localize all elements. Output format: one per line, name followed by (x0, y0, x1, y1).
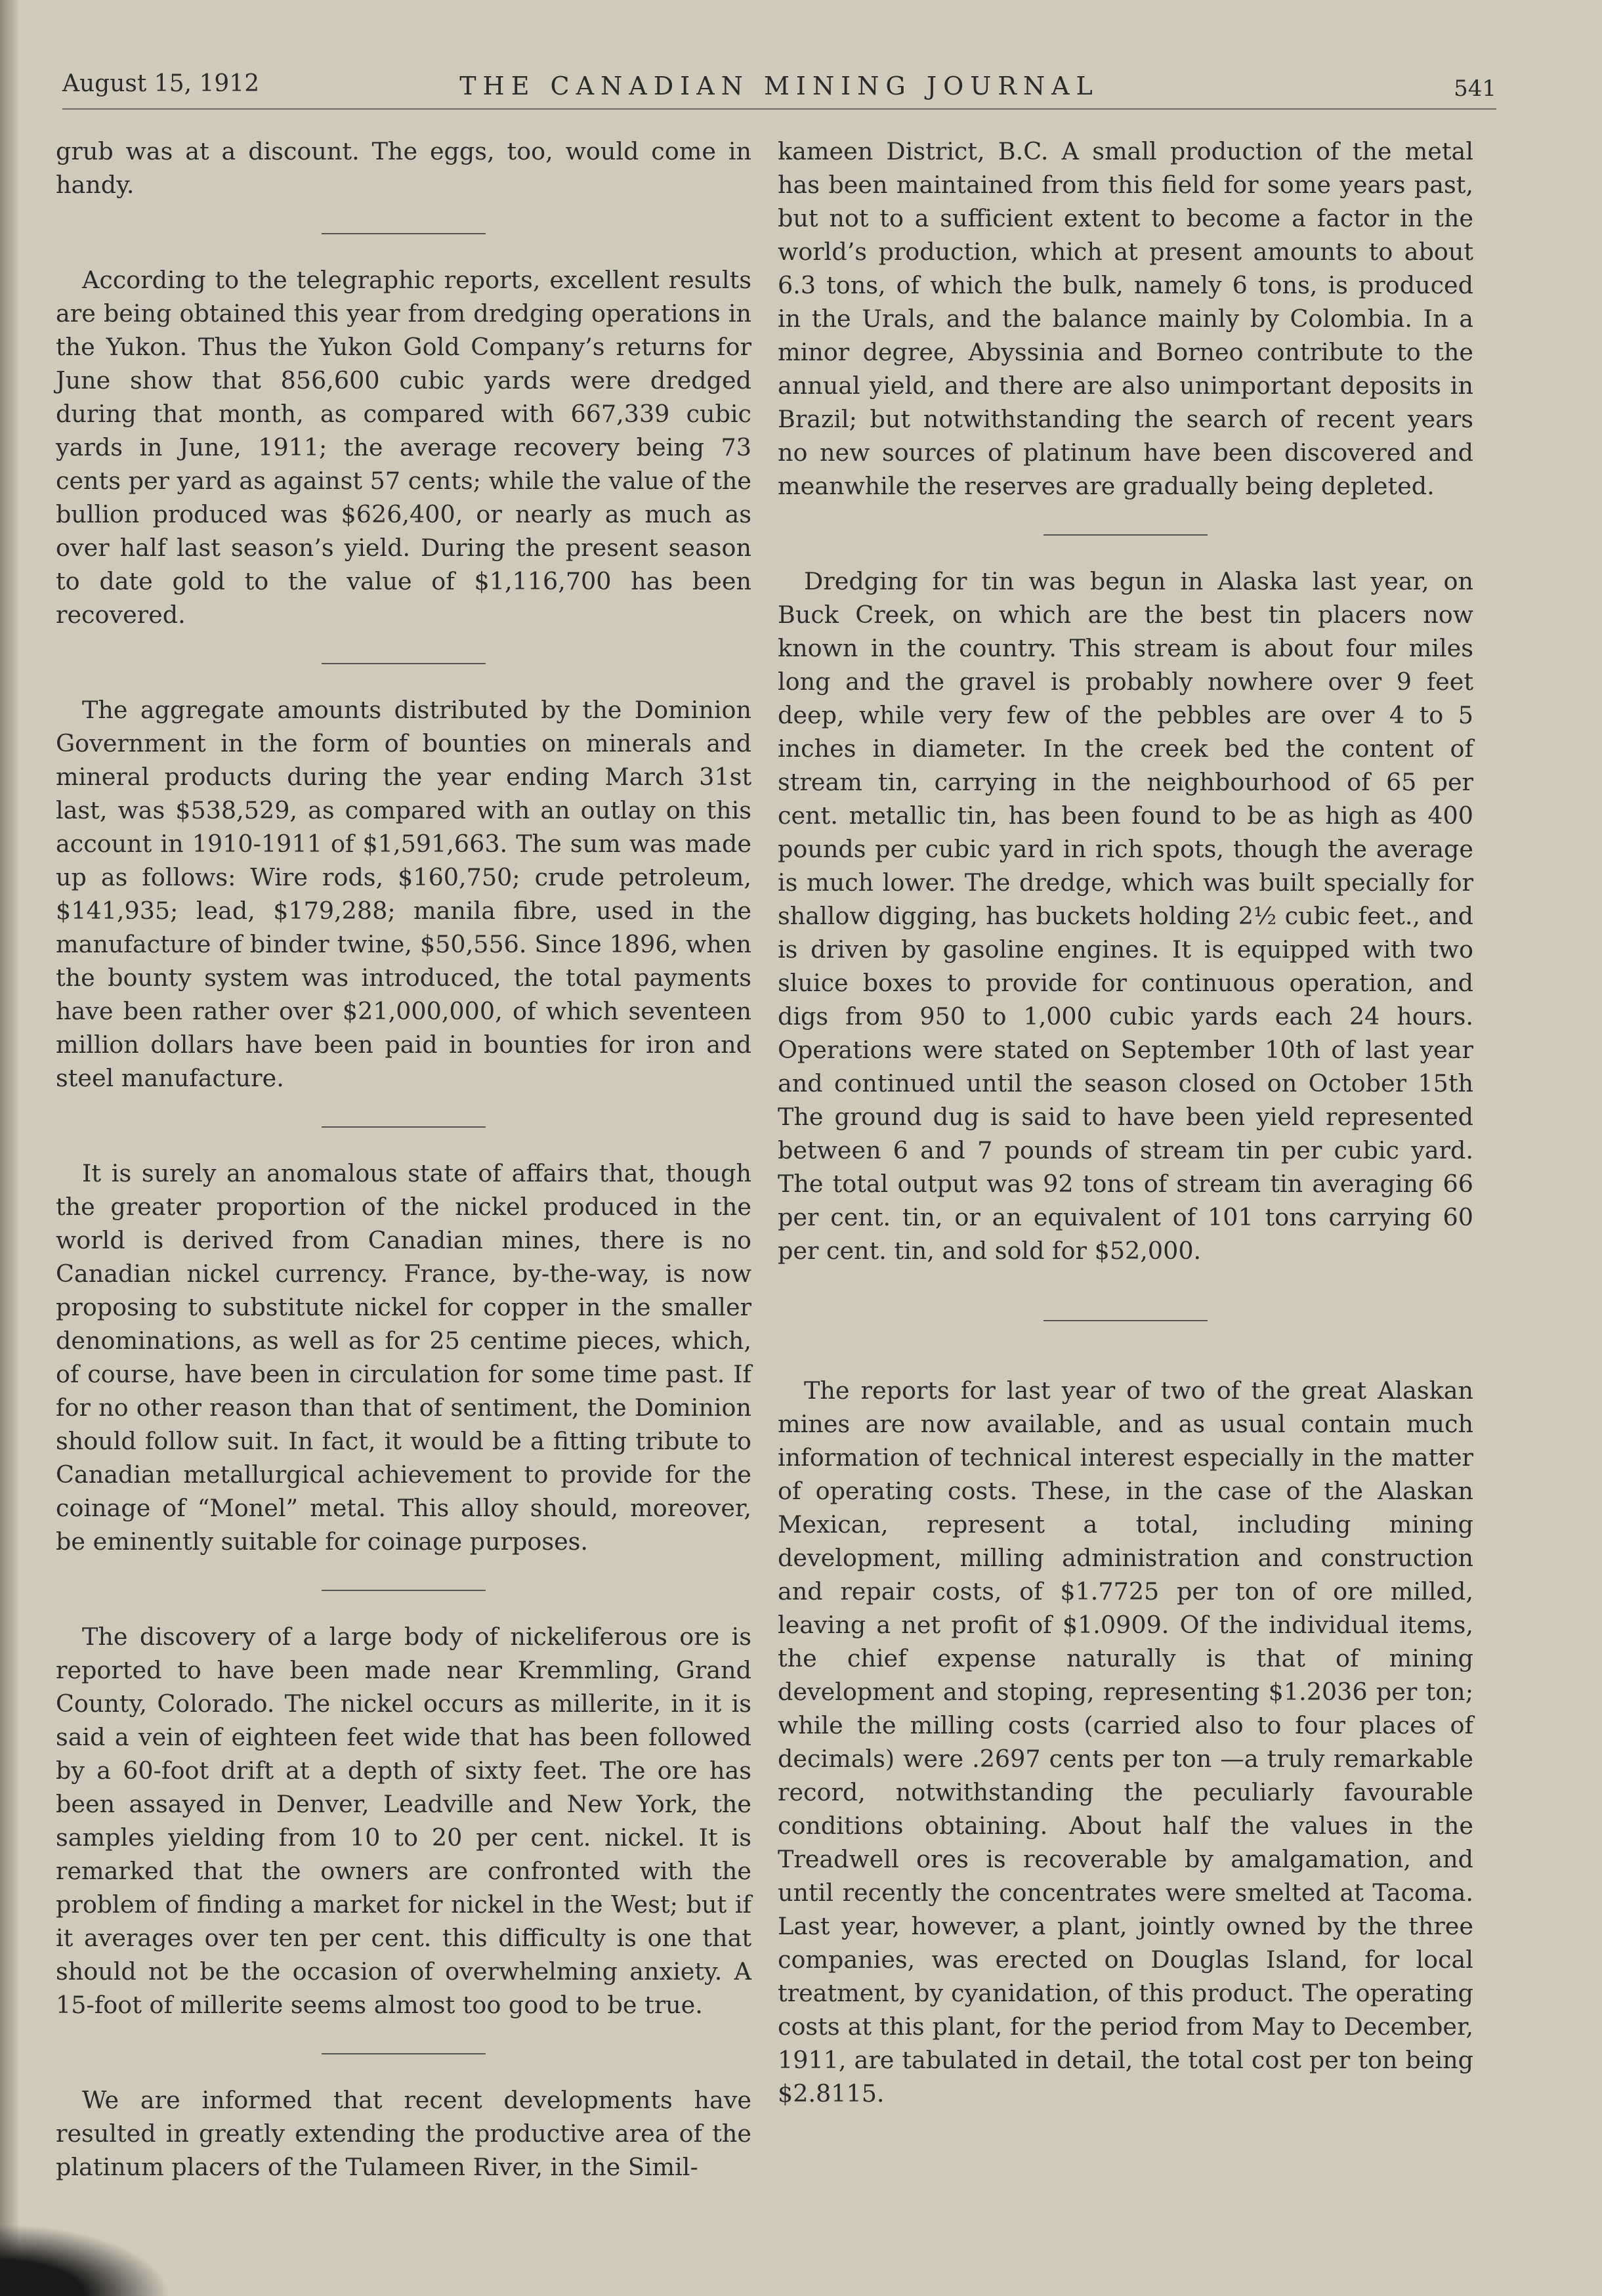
running-header (62, 62, 1496, 110)
paragraph-eggs: grub was at a discount. The eggs, too, would come in handy. (56, 137, 751, 199)
paragraph-nickel-currency: It is surely an anomalous state of affairs that, though the greater proportion of the nickel produced in the world is derived from Canadian mines, there is no Canadian nickel currency. France, by-the-way, is now proposing to substitute nickel for copper in the smaller denominations, as well as for 25 centime pieces, which, of course, have been in circulation for some time past. If for no other reason than that of sentiment, the Dominion should follow suit. In fact, it would be a fitting tribute to Canadian metallurgical achievement to provide for the coinage of “Monel” metal. This alloy should, moreover, be eminently suitable for coinage purposes. (56, 1159, 751, 1556)
paragraph-colorado-nickel: The discovery of a large body of nickeliferous ore is reported to have been made near Kremmling, Grand County, Colorado. The nickel occurs as millerite, in it is said a vein of eighteen feet wide that has been followed by a 60-foot drift at a depth of sixty feet. The ore has been assayed in Denver, Leadville and New York, the samples yielding from 10 to 20 per cent. nickel. It is remarked that the owners are confronted with the problem of finding a market for nickel in the West; but if it averages over ten per cent. this difficulty is one that should not be the occasion of overwhelming anxiety. A 15-foot of millerite seems almost too good to be true. (56, 1623, 751, 2019)
page-number: 541 (1454, 75, 1496, 102)
issue-date: August 15, 1912 (62, 70, 260, 97)
right-column (778, 135, 1473, 2110)
journal-title: THE CANADIAN MINING JOURNAL (459, 72, 1099, 100)
left-column (56, 135, 751, 2184)
section-divider (322, 663, 486, 664)
paragraph-alaskan-mines-reports: The reports for last year of two of the great Alaskan mines are now available, and as usual contain much information of technical interest especially in the matter of operating costs. These, in the case of the Alaskan Mexican, represent a total, including mining development, milling administration and construction and repair costs, of $1.7725 per ton of ore milled, leaving a net profit of $1.0909. Of the individual items, the chief expense naturally is that of mining development and stoping, representing $1.2036 per ton; while the milling costs (carried also to four places of decimals) were .2697 cents per ton —a truly remarkable record, notwithstanding the peculiarly favourable conditions obtaining. About half the values in the Treadwell ores is recoverable by amalgamation, and until recently the concentrates were smelted at Tacoma. Last year, however, a plant, jointly owned by the three companies, was erected on Douglas Island, for local treatment, by cyanidation, of this product. The operating costs at this plant, for the period from May to December, 1911, are tabulated in detail, the total cost per ton being $2.8115. (778, 1376, 1473, 2108)
page-binding-edge (0, 0, 18, 2296)
section-divider (322, 1590, 486, 1591)
section-divider (1043, 1320, 1208, 1321)
paragraph-dominion-bounties: The aggregate amounts distributed by the Dominion Government in the form of bounties on minerals and mineral products during the year ending March 31st last, was $538,529, as compared with an outlay on this account in 1910-1911 of $1,591,663. The sum was made up as follows: Wire rods, $160,750; crude petroleum, $141,935; lead, $179,288; manila fibre, used in the manufacture of binder twine, $50,556. Since 1896, when the bounty system was introduced, the total payments have been rather over $21,000,000, of which seventeen million dollars have been paid in bounties for iron and steel manufacture. (56, 696, 751, 1092)
paragraph-platinum-continued: kameen District, B.C. A small production of the metal has been maintained from this field for some years past, but not to a sufficient extent to become a factor in the world’s production, which at present amounts to about 6.3 tons, of which the bulk, namely 6 tons, is produced in the Urals, and the balance mainly by Colombia. In a minor degree, Abyssinia and Borneo contribute to the annual yield, and there are also unimportant deposits in Brazil; but notwithstanding the search of recent years no new sources of platinum have been discovered and meanwhile the reserves are gradually being depleted. (778, 137, 1473, 500)
section-divider (1043, 534, 1208, 536)
section-divider (322, 233, 486, 234)
section-divider (322, 2053, 486, 2054)
scan-corner-shadow (0, 2224, 171, 2296)
section-divider (322, 1126, 486, 1128)
paragraph-yukon-dredging: According to the telegraphic reports, excellent results are being obtained this year from dredging operations in the Yukon. Thus the Yukon Gold Company’s returns for June show that 856,600 cubic yards were dredged during that month, as compared with 667,339 cubic yards in June, 1911; the average recovery being 73 cents per yard as against 57 cents; while the value of the bullion produced was $626,400, or nearly as much as over half last season’s yield. During the present season to date gold to the value of $1,116,700 has been recovered. (56, 266, 751, 629)
paragraph-alaska-tin-dredging: Dredging for tin was begun in Alaska last year, on Buck Creek, on which are the best tin placers now known in the country. This stream is about four miles long and the gravel is probably nowhere over 9 feet deep, while very few of the pebbles are over 4 to 5 inches in diameter. In the creek bed the content of stream tin, carrying in the neighbourhood of 65 per cent. metallic tin, has been found to be as high as 400 pounds per cubic yard in rich spots, though the average is much lower. The dredge, which was built specially for shallow digging, has buckets holding 2½ cubic feet., and is driven by gasoline engines. It is equipped with two sluice boxes to provide for continuous operation, and digs from 950 to 1,000 cubic yards each 24 hours. Operations were stated on September 10th of last year and continued until the season closed on October 15th The ground dug is said to have been yield represented between 6 and 7 pounds of stream tin per cubic yard. The total output was 92 tons of stream tin averaging 66 per cent. tin, or an equivalent of 101 tons carrying 60 per cent. tin, and sold for $52,000. (778, 567, 1473, 1265)
paragraph-tulameen-platinum: We are informed that recent developments have resulted in greatly extending the productive area of the platinum placers of the Tulameen River, in the Simil- (56, 2086, 751, 2181)
